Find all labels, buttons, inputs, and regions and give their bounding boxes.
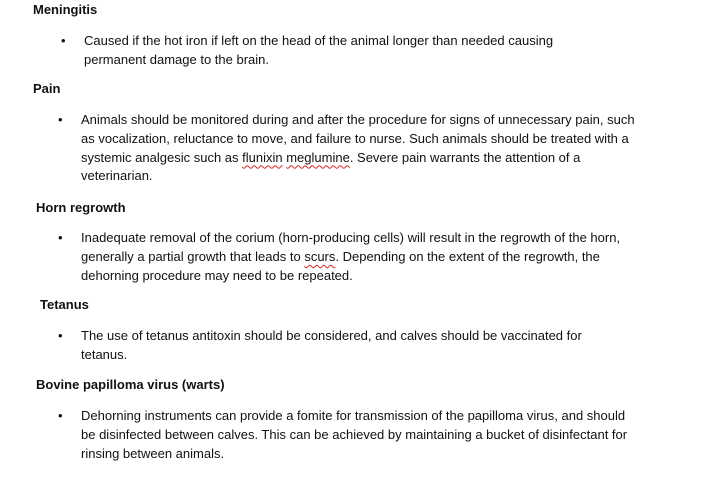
bullet-icon: • [61,33,66,48]
section-text-bovine-papilloma-virus: Dehorning instruments can provide a fomite for transmission of the papilloma virus, and should be disinfected between calves. This can be achieved by maintaining a bucket of disinfectant for rinsing between animals. [81,408,628,461]
section-heading-pain: Pain [33,81,61,96]
pain-text-start: Animals should be monitored during and after the procedure for signs of unnecessary pain, such as vocalization, reluctance to move, and failure to nurse. Such animals should be treated with a systemic analgesic such as [81,112,635,165]
bullet-icon: • [58,230,63,245]
bullet-icon: • [58,328,63,343]
section-heading-bovine-papilloma-virus: Bovine papilloma virus (warts) [36,377,225,392]
bullet-icon: • [58,408,63,423]
section-heading-tetanus: Tetanus [40,297,89,312]
section-heading-meningitis: Meningitis [33,2,98,17]
section-text-tetanus: The use of tetanus antitoxin should be considered, and calves should be vaccinated for tetanus. [81,328,582,362]
bullet-icon: • [58,112,63,127]
horn-text-start: Inadequate removal of the corium (horn-producing cells) will result in the regrowth of the horn, generally a partial growth that leads to [81,230,621,264]
section-text-meningitis: Caused if the hot iron if left on the head of the animal longer than needed causing permanent damage to the brain. [84,33,554,67]
flagged-word-scurs: scurs [304,248,336,264]
flagged-word-flunixin: flunixin [242,149,283,165]
flagged-word-meglumine: meglumine [286,149,350,165]
section-heading-horn-regrowth: Horn regrowth [36,200,126,215]
section-text-pain [81,111,637,186]
section-text-horn-regrowth [81,229,637,285]
pain-text-end: . Severe pain warrants the attention of a veterinarian. [81,149,581,184]
horn-text-end: . Depending on the extent of the regrowth, the dehorning procedure may need to be repeated. [81,248,600,283]
